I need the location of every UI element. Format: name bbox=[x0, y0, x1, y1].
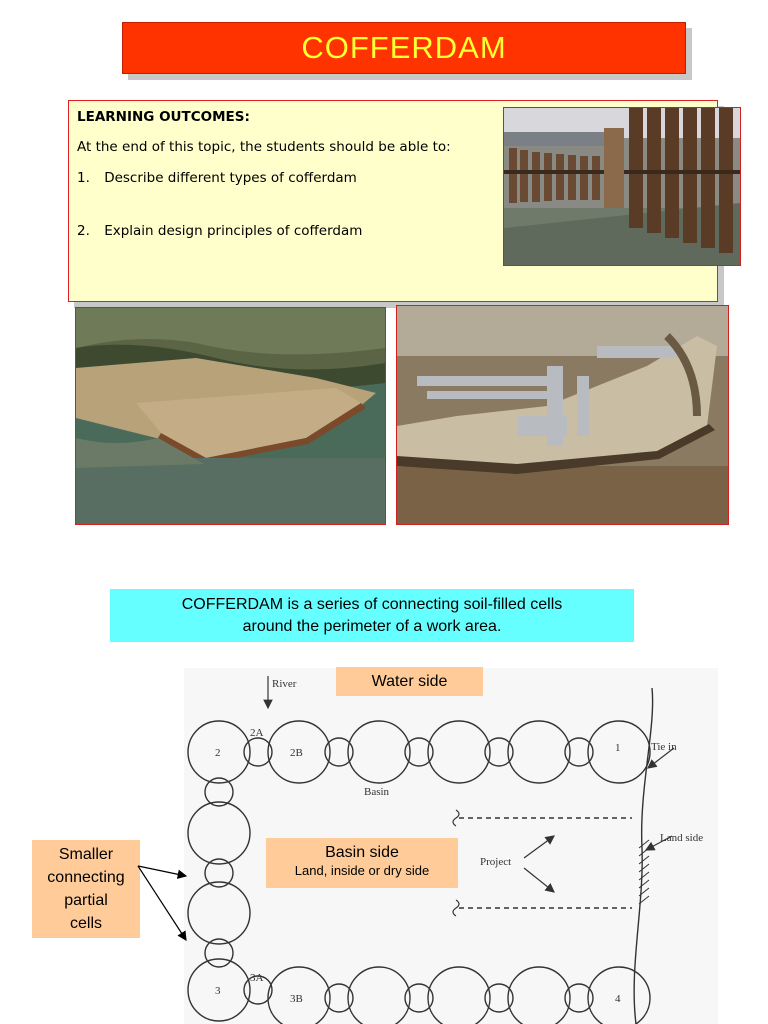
photo-cofferdam-interior bbox=[503, 107, 741, 266]
project-arrow-down bbox=[524, 868, 554, 892]
cell-2b-label: 2B bbox=[290, 747, 303, 759]
outcome-text: Describe different types of cofferdam bbox=[104, 170, 357, 186]
definition-line-2: around the perimeter of a work area. bbox=[242, 617, 502, 635]
cell-3b-label: 3B bbox=[290, 993, 303, 1005]
basin-side-callout bbox=[266, 838, 458, 888]
connector-cell bbox=[405, 984, 433, 1012]
smaller-cells-line: Smaller bbox=[58, 846, 114, 863]
outcome-number: 1. bbox=[77, 170, 90, 186]
page-title: COFFERDAM bbox=[301, 30, 507, 65]
cell bbox=[428, 967, 490, 1024]
connector-cell bbox=[205, 939, 233, 967]
definition-box bbox=[110, 589, 634, 642]
cell bbox=[348, 721, 410, 783]
learning-outcomes-heading: LEARNING OUTCOMES: bbox=[77, 109, 250, 125]
cell bbox=[348, 967, 410, 1024]
connector-cell bbox=[325, 738, 353, 766]
river-label: River bbox=[272, 678, 297, 690]
photo-aerial-cofferdam-construction bbox=[396, 305, 729, 525]
cell bbox=[508, 967, 570, 1024]
cell bbox=[428, 721, 490, 783]
tie-in-label: Tie in bbox=[651, 741, 677, 753]
smaller-cells-line: connecting bbox=[47, 869, 125, 886]
water-side-label: Water side bbox=[371, 673, 448, 690]
cell-4-label: 4 bbox=[615, 993, 621, 1005]
cell-3-label: 3 bbox=[215, 985, 221, 997]
smaller-cells-callout bbox=[32, 840, 140, 938]
outcome-item-1 bbox=[77, 170, 357, 186]
pointer-arrow-lower bbox=[138, 866, 186, 940]
cell bbox=[188, 802, 250, 864]
cell-2a-label: 2A bbox=[250, 727, 264, 739]
basin-side-subtitle: Land, inside or dry side bbox=[294, 863, 430, 878]
outcome-item-2 bbox=[77, 223, 362, 239]
connector-cell bbox=[325, 984, 353, 1012]
outcome-number: 2. bbox=[77, 223, 90, 239]
basin-side-label: Basin side bbox=[325, 844, 399, 861]
connector-cell bbox=[485, 984, 513, 1012]
connector-cell bbox=[205, 859, 233, 887]
water-side-callout bbox=[336, 667, 483, 696]
cell-1-label: 1 bbox=[615, 742, 621, 754]
smaller-cells-line: partial bbox=[64, 892, 108, 909]
cell-3a-label: 3A bbox=[250, 972, 264, 984]
project-arrow-up bbox=[524, 836, 554, 858]
connector-cell bbox=[565, 738, 593, 766]
basin-label: Basin bbox=[364, 786, 390, 798]
cell bbox=[508, 721, 570, 783]
pointer-arrow-upper bbox=[138, 866, 186, 876]
definition-line-1: COFFERDAM is a series of connecting soil-filled cells bbox=[181, 595, 563, 613]
learning-outcomes-intro: At the end of this topic, the students should be able to: bbox=[77, 139, 451, 155]
smaller-cells-line: cells bbox=[69, 915, 102, 932]
cell bbox=[188, 882, 250, 944]
land-side-label: Land side bbox=[660, 832, 704, 844]
connector-cell bbox=[405, 738, 433, 766]
connector-cell bbox=[485, 738, 513, 766]
outcome-text: Explain design principles of cofferdam bbox=[104, 223, 363, 239]
cell-2-label: 2 bbox=[215, 747, 221, 759]
project-label: Project bbox=[480, 856, 512, 868]
title-banner bbox=[122, 22, 686, 74]
photo-aerial-cofferdam-river bbox=[75, 307, 386, 525]
land-boundary-line bbox=[634, 688, 652, 1024]
connector-cell bbox=[565, 984, 593, 1012]
